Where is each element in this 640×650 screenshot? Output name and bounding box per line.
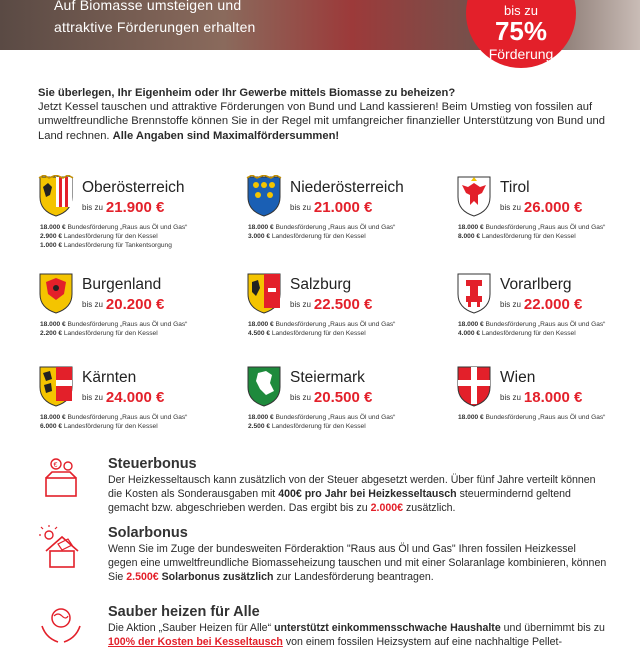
- funding-lines: [40, 223, 187, 250]
- intro-text: Jetzt Kessel tauschen und attraktive Förderungen von Bund und Land kassieren! Beim Umstieg von fossilen auf umweltfreundliche Brennstoffe können Sie in der Regel mit umfangreicher finanzieller Unterstützung von Bund und Land rechnen.: [38, 101, 605, 142]
- state-name: Wien: [500, 369, 536, 386]
- state-name: Vorarlberg: [500, 276, 572, 293]
- state-name: Niederösterreich: [290, 179, 404, 196]
- state-burgenland: [38, 272, 238, 362]
- bis-zu-label: bis zu: [290, 300, 311, 310]
- wien-crest-icon: [456, 365, 492, 407]
- state-amount: [500, 296, 582, 314]
- funding-line: 18.000 € Bundesförderung „Raus aus Öl und Gas“: [248, 224, 396, 231]
- funding-line: 18.000 € Bundesförderung „Raus aus Öl und Gas“: [248, 414, 396, 421]
- amount-value: 21.000 €: [313, 199, 373, 216]
- bis-zu-label: bis zu: [290, 203, 311, 213]
- amount-value: 22.000 €: [523, 296, 583, 313]
- solarbonus-text: Wenn Sie im Zuge der bundesweiten Förderaktion "Raus aus Öl und Gas" Ihren fossilen Heizkessel gegen eine umweltfreundliche Biomasseheizung tauschen und mit einer Solaranlage kombinieren, können Sie 2.500€ Solarbonus zusätzlich zur Landesförderung beantragen.: [108, 543, 607, 583]
- amount-value: 26.000 €: [523, 199, 583, 216]
- funding-line: 18.000 € Bundesförderung „Raus aus Öl und Gas“: [458, 224, 606, 231]
- bis-zu-label: bis zu: [500, 203, 521, 213]
- funding-badge: [466, 0, 576, 68]
- solarbonus-section: [38, 525, 608, 585]
- funding-lines: [458, 320, 605, 338]
- state-amount: [290, 296, 372, 314]
- vorarlberg-crest-icon: [456, 272, 492, 314]
- funding-lines: [248, 413, 395, 431]
- state-kaernten: [38, 365, 238, 455]
- funding-line: 2.200 € Landesförderung für den Kessel: [40, 330, 158, 337]
- tirol-crest-icon: [456, 175, 492, 217]
- state-wien: [456, 365, 640, 455]
- funding-line: 18.000 € Bundesförderung „Raus aus Öl und Gas“: [40, 414, 188, 421]
- intro-question: Sie überlegen, Ihr Eigenheim oder Ihr Gewerbe mittels Biomasse zu beheizen?: [38, 87, 456, 99]
- state-vorarlberg: [456, 272, 640, 362]
- state-name: Salzburg: [290, 276, 352, 293]
- funding-line: 18.000 € Bundesförderung „Raus aus Öl und Gas“: [458, 321, 606, 328]
- state-amount: [82, 199, 164, 217]
- state-amount: [290, 389, 372, 407]
- funding-lines: [458, 223, 605, 241]
- hero-line-1: Auf Biomasse umsteigen und: [54, 0, 242, 13]
- state-name: Burgenland: [82, 276, 162, 293]
- state-amount: [290, 199, 372, 217]
- steuerbonus-title: Steuerbonus: [108, 456, 197, 472]
- badge-value: 75%: [494, 16, 548, 46]
- funding-line: 2.900 € Landesförderung für den Kessel: [40, 233, 158, 240]
- funding-line: 18.000 € Bundesförderung „Raus aus Öl und Gas“: [458, 414, 606, 421]
- amount-value: 20.200 €: [105, 296, 165, 313]
- funding-line: 2.500 € Landesförderung für den Kessel: [248, 423, 366, 430]
- solar-house-icon: [38, 525, 84, 571]
- money-box-icon: [38, 456, 84, 502]
- funding-line: 18.000 € Bundesförderung „Raus aus Öl und Gas“: [40, 224, 188, 231]
- funding-lines: [40, 413, 187, 431]
- state-tirol: [456, 175, 640, 265]
- badge-prefix: bis zu: [504, 3, 538, 18]
- state-oberoesterreich: [38, 175, 238, 265]
- funding-line: 3.000 € Landesförderung für den Kessel: [248, 233, 366, 240]
- funding-line: 4.500 € Landesförderung für den Kessel: [248, 330, 366, 337]
- steuerbonus-section: [38, 456, 608, 516]
- bis-zu-label: bis zu: [82, 203, 103, 213]
- state-amount: [82, 389, 164, 407]
- badge-suffix: Förderung: [488, 46, 554, 62]
- svg-text:€: €: [53, 462, 58, 469]
- state-name: Steiermark: [290, 369, 365, 386]
- state-name: Kärnten: [82, 369, 137, 386]
- sauber-heizen-title: Sauber heizen für Alle: [108, 604, 260, 620]
- state-steiermark: [246, 365, 446, 455]
- sauber-heizen-section: [38, 604, 608, 648]
- amount-value: 24.000 €: [105, 389, 165, 406]
- state-amount: [82, 296, 164, 314]
- bis-zu-label: bis zu: [82, 393, 103, 403]
- steuerbonus-text: Der Heizkesseltausch kann zusätzlich von der Steuer abgesetzt werden. Über fünf Jahre verteilt können die Kosten als Sonderausgaben mit 400€ pro Jahr bei Heizkesseltausch steuermindernd geltend gemacht bzw. abgeschrieben werden. Das ergibt bis zu 2.000€ zusätzlich.: [108, 474, 596, 514]
- state-name: Oberösterreich: [82, 179, 185, 196]
- funding-line: 8.000 € Landesförderung für den Kessel: [458, 233, 576, 240]
- state-salzburg: [246, 272, 446, 362]
- solarbonus-title: Solarbonus: [108, 525, 188, 541]
- funding-line: 1.000 € Landesförderung für Tankentsorgung: [40, 242, 172, 249]
- amount-value: 22.500 €: [313, 296, 373, 313]
- amount-value: 21.900 €: [105, 199, 165, 216]
- amount-value: 18.000 €: [523, 389, 583, 406]
- funding-lines: [40, 320, 187, 338]
- kaernten-crest-icon: [38, 365, 74, 407]
- bis-zu-label: bis zu: [500, 300, 521, 310]
- steiermark-crest-icon: [246, 365, 282, 407]
- funding-line: 18.000 € Bundesförderung „Raus aus Öl und Gas“: [248, 321, 396, 328]
- salzburg-crest-icon: [246, 272, 282, 314]
- state-niederoesterreich: [246, 175, 446, 265]
- funding-lines: [248, 223, 395, 241]
- state-name: Tirol: [500, 179, 530, 196]
- amount-value: 20.500 €: [313, 389, 373, 406]
- sauber-heizen-text: Die Aktion „Sauber Heizen für Alle“ unterstützt einkommensschwache Haushalte und übernimmt bis zu 100% der Kosten bei Kesseltausch von einem fossilen Heizsystem auf eine nachhaltige Pellet-: [108, 622, 605, 648]
- bis-zu-label: bis zu: [500, 393, 521, 403]
- burgenland-crest-icon: [38, 272, 74, 314]
- niederoesterreich-crest-icon: [246, 175, 282, 217]
- funding-line: 18.000 € Bundesförderung „Raus aus Öl und Gas“: [40, 321, 188, 328]
- bis-zu-label: bis zu: [82, 300, 103, 310]
- funding-lines: [458, 413, 605, 422]
- oberoesterreich-crest-icon: [38, 175, 74, 217]
- intro-bold: Alle Angaben sind Maximalfördersummen!: [112, 129, 340, 142]
- funding-line: 4.000 € Landesförderung für den Kessel: [458, 330, 576, 337]
- funding-lines: [248, 320, 395, 338]
- hands-globe-icon: [38, 604, 84, 650]
- state-amount: [500, 389, 582, 407]
- hero-line-2: attraktive Förderungen erhalten: [54, 19, 256, 35]
- intro-paragraph: [38, 86, 608, 143]
- funding-line: 6.000 € Landesförderung für den Kessel: [40, 423, 158, 430]
- bis-zu-label: bis zu: [290, 393, 311, 403]
- state-amount: [500, 199, 582, 217]
